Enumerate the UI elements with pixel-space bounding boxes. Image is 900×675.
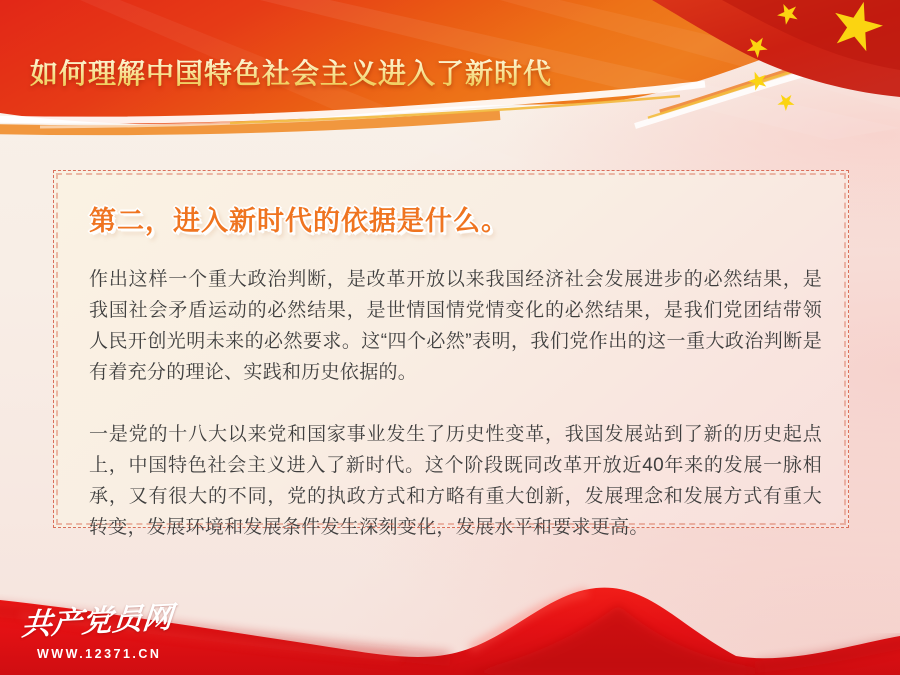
paragraph-1: 作出这样一个重大政治判断，是改革开放以来我国经济社会发展进步的必然结果，是我国社会矛盾运动的必然结果，是世情国情党情变化的必然结果，是我们党团结带领人民开创光明未来的必然要求。这“四个必然”表明，我们党作出的这一重大政治判断是有着充分的理论、实践和历史依据的。 xyxy=(89,269,822,383)
paragraph-2: 一是党的十八大以来党和国家事业发生了历史性变革，我国发展站到了新的历史起点上，中国特色社会主义进入了新时代。这个阶段既同改革开放近40年来的发展一脉相承，又有很大的不同，党的执政方式和方略有重大创新，发展理念和发展方式有重大转变，发展环境和发展条件发生深刻变化，发展水平和要求更高。 xyxy=(89,424,822,538)
section-heading: 第二，进入新时代的依据是什么。 xyxy=(89,206,509,236)
content-card xyxy=(53,170,849,538)
site-logo-url: WWW.12371.CN xyxy=(37,647,162,661)
site-logo xyxy=(20,600,175,661)
page-title: 如何理解中国特色社会主义进入了新时代 xyxy=(30,52,552,92)
site-logo-name: 共产党员网 xyxy=(20,600,175,644)
